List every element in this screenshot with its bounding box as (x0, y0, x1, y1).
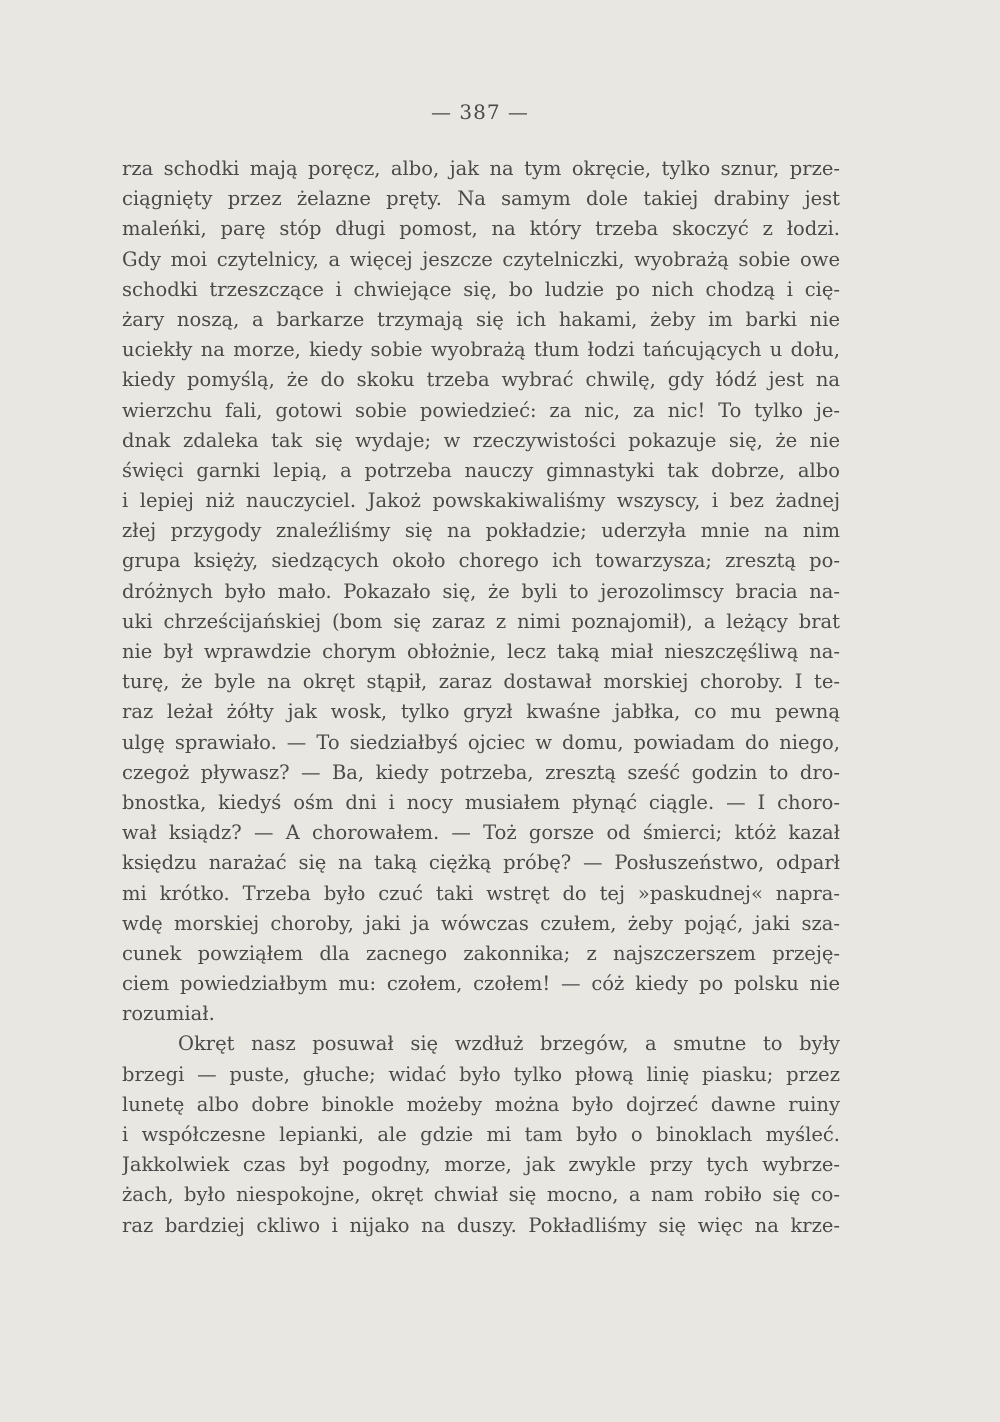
text-line: i lepiej niż nauczyciel. Jakoż powskakiwaliśmy wszyscy, i bez żadnej (122, 489, 840, 513)
text-line: Okręt nasz posuwał się wzdłuż brzegów, a smutne to były (178, 1032, 840, 1056)
text-line: turę, że byle na okręt stąpił, zaraz dostawał morskiej choroby. I te- (122, 670, 840, 694)
text-line: lunetę albo dobre binokle możeby można było dojrzeć dawne ruiny (122, 1092, 840, 1116)
text-line: dnak zdaleka tak się wydaje; w rzeczywistości pokazuje się, że nie (122, 428, 840, 452)
text-line: brzegi — puste, głuche; widać było tylko płową linię piasku; przez (122, 1062, 840, 1086)
text-line: cunek powziąłem dla zacnego zakonnika; z najszczerszem przeję- (122, 941, 840, 965)
text-line: uciekły na morze, kiedy sobie wyobrażą tłum łodzi tańcujących u dołu, (122, 338, 840, 362)
text-line: wierzchu fali, gotowi sobie powiedzieć: za nic, za nic! To tylko je- (122, 398, 840, 422)
text-line: raz bardziej ckliwo i nijako na duszy. Pokładliśmy się więc na krze- (122, 1213, 840, 1237)
text-line: bnostka, kiedyś ośm dni i nocy musiałem płynąć ciągle. — I choro- (122, 790, 840, 814)
text-line: rozumiał. (122, 1002, 215, 1026)
text-line: wdę morskiej choroby, jaki ja wówczas czułem, żeby pojąć, jaki sza- (122, 911, 840, 935)
text-line: nie był wprawdzie chorym obłożnie, lecz taką miał nieszczęśliwą na- (122, 640, 840, 663)
text-line: księdzu narażać się na taką ciężką próbę? — Posłuszeństwo, odparł (122, 851, 840, 875)
text-line: uki chrześcijańskiej (bom się zaraz z nimi poznajomił), a leżący brat (122, 609, 840, 633)
text-line: i współczesne lepianki, ale gdzie mi tam było o binoklach myśleć. (122, 1123, 840, 1146)
text-line: Gdy moi czytelnicy, a więcej jeszcze czytelniczki, wyobrażą sobie owe (122, 247, 840, 271)
text-line: żach, było niespokojne, okręt chwiał się mocno, a nam robiło się co- (122, 1183, 840, 1207)
text-line: ciem powiedziałbym mu: czołem, czołem! — cóż kiedy po polsku nie (122, 972, 840, 996)
text-line: święci garnki lepią, a potrzeba nauczy gimnastyki tak dobrze, albo (122, 458, 840, 482)
body-text (122, 154, 840, 1241)
text-line: ciągnięty przez żelazne pręty. Na samym dole takiej drabiny jest (122, 187, 840, 211)
text-line: rza schodki mają poręcz, albo, jak na tym okręcie, tylko sznur, prze- (122, 157, 840, 180)
text-line: kiedy pomyślą, że do skoku trzeba wybrać chwilę, gdy łódź jest na (122, 368, 840, 392)
page-number: — 387 — (431, 100, 529, 124)
text-line: dróżnych było mało. Pokazało się, że byli to jerozolimscy bracia na- (122, 579, 840, 603)
text-line: złej przygody znaleźliśmy się na pokładzie; uderzyła mnie na nim (122, 519, 840, 543)
text-line: maleńki, parę stóp długi pomost, na który trzeba skoczyć z łodzi. (122, 217, 840, 241)
text-line: mi krótko. Trzeba było czuć taki wstręt do tej »paskudnej« napra- (122, 881, 840, 905)
text-line: czegoż pływasz? — Ba, kiedy potrzeba, zresztą sześć godzin to dro- (122, 760, 840, 784)
text-line: Jakkolwiek czas był pogodny, morze, jak zwykle przy tych wybrze- (122, 1153, 840, 1177)
text-line: wał ksiądz? — A chorowałem. — Toż gorsze od śmierci; któż kazał (122, 821, 840, 845)
text-line: żary noszą, a barkarze trzymają się ich hakami, żeby im barki nie (122, 307, 840, 331)
text-line: grupa księży, siedzących około chorego ich towarzysza; zresztą po- (122, 549, 840, 573)
text-line: ulgę sprawiało. — To siedziałbyś ojciec w domu, powiadam do niego, (122, 730, 840, 754)
text-line: schodki trzeszczące i chwiejące się, bo ludzie po nich chodzą i cię- (122, 277, 840, 301)
text-line: raz leżał żółty jak wosk, tylko gryzł kwaśne jabłka, co mu pewną (122, 700, 840, 724)
